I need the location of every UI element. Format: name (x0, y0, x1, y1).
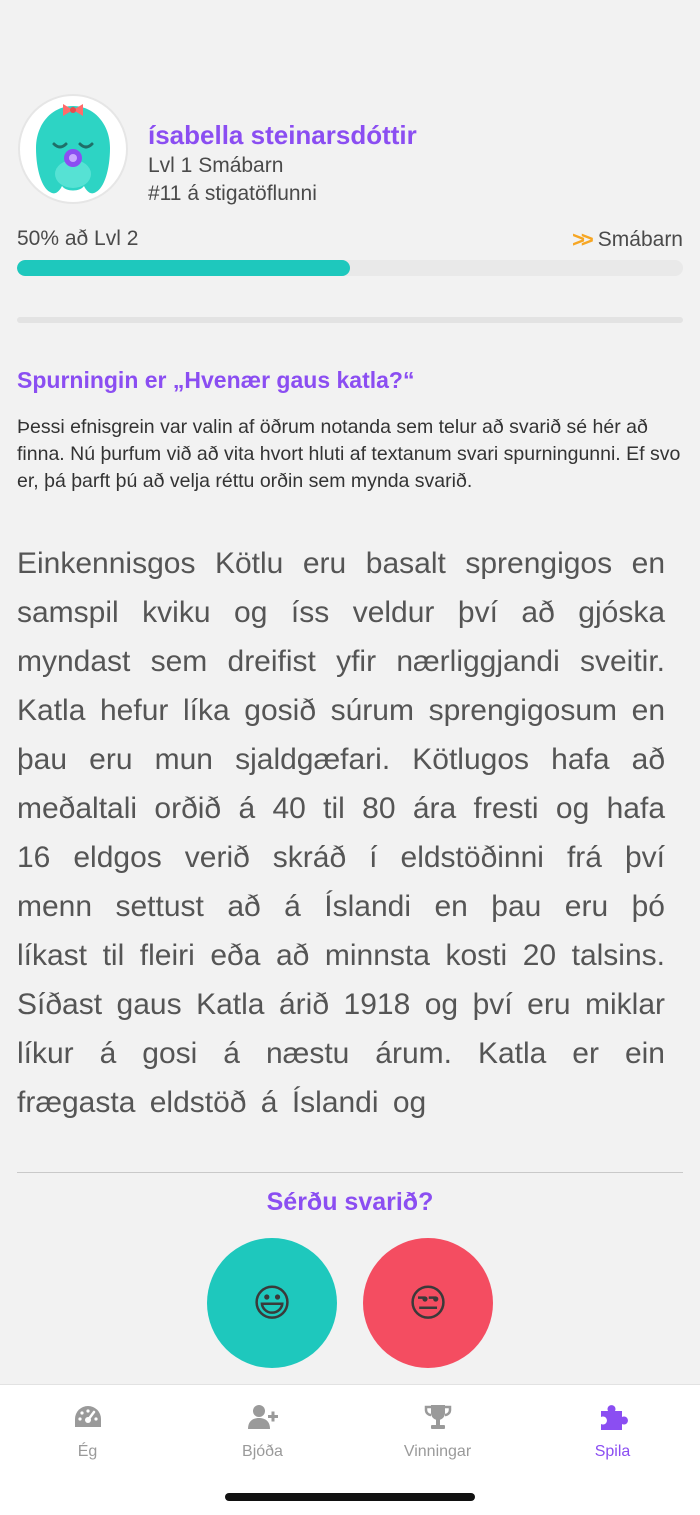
leaderboard-rank: #11 á stigatöflunni (148, 182, 317, 205)
no-button[interactable] (363, 1238, 493, 1368)
level-progress-fill (17, 260, 350, 276)
double-chevron-right-icon: >> (572, 227, 590, 252)
question-title: Spurningin er „Hvenær gaus katla?“ (17, 367, 415, 393)
home-indicator (225, 1493, 475, 1501)
trophy-icon (423, 1403, 453, 1431)
passage-scroll-area[interactable] (17, 538, 683, 1173)
tab-bjoda[interactable] (175, 1403, 350, 1461)
next-level (572, 227, 683, 253)
baby-monster-avatar-icon (30, 100, 116, 198)
tab-label: Spila (594, 1443, 631, 1460)
unamused-face-icon: 😒 (408, 1282, 448, 1325)
tab-vinningar[interactable] (350, 1403, 525, 1461)
tab-label: Bjóða (242, 1443, 283, 1460)
puzzle-icon (598, 1403, 628, 1431)
level-progress-bar (17, 260, 683, 276)
user-level: Lvl 1 Smábarn (148, 154, 284, 177)
tab-eg[interactable] (0, 1403, 175, 1461)
yes-button[interactable] (207, 1238, 337, 1368)
instructions-text: Þessi efnisgrein var valin af öðrum notanda sem telur að svarið sé hér að finna. Nú þurfum við að vita hvort hluti af textanum svari spurningunni. Ef svo er, þá þarft þú að velja réttu orðin sem mynda svarið. (17, 416, 681, 492)
next-level-label: Smábarn (597, 228, 683, 251)
avatar[interactable] (18, 94, 128, 204)
tab-spila[interactable] (525, 1403, 700, 1461)
progress-label: 50% að Lvl 2 (17, 227, 139, 250)
divider (17, 317, 683, 323)
add-user-icon (248, 1403, 278, 1431)
smiling-face-icon: 😃 (252, 1282, 292, 1325)
speedometer-icon (73, 1403, 103, 1431)
answer-prompt: Sérðu svarið? (266, 1188, 434, 1216)
user-name: ísabella steinarsdóttir (148, 120, 417, 150)
passage-text[interactable]: Einkennisgos Kötlu eru basalt sprengigos en samspil kviku og íss veldur því að gjóska myndast sem dreifist yfir nærliggjandi sveitir. Katla hefur líka gosið súrum sprengigosum en þau eru mun sjaldgæfari. Kötlugos hafa að meðaltali orðið á 40 til 80 ára fresti og hafa 16 eldgos verið skráð í eldstöðinni frá því menn settust að á Íslandi en þau eru þó líkast til fleiri eða að minnsta kosti 20 talsins. Síðast gaus Katla árið 1918 og því eru miklar líkur á gosi á næstu árum. Katla er ein frægasta eldstöð á Íslandi og (17, 547, 665, 1119)
tab-label: Vinningar (403, 1443, 472, 1460)
tab-label: Ég (77, 1443, 98, 1460)
